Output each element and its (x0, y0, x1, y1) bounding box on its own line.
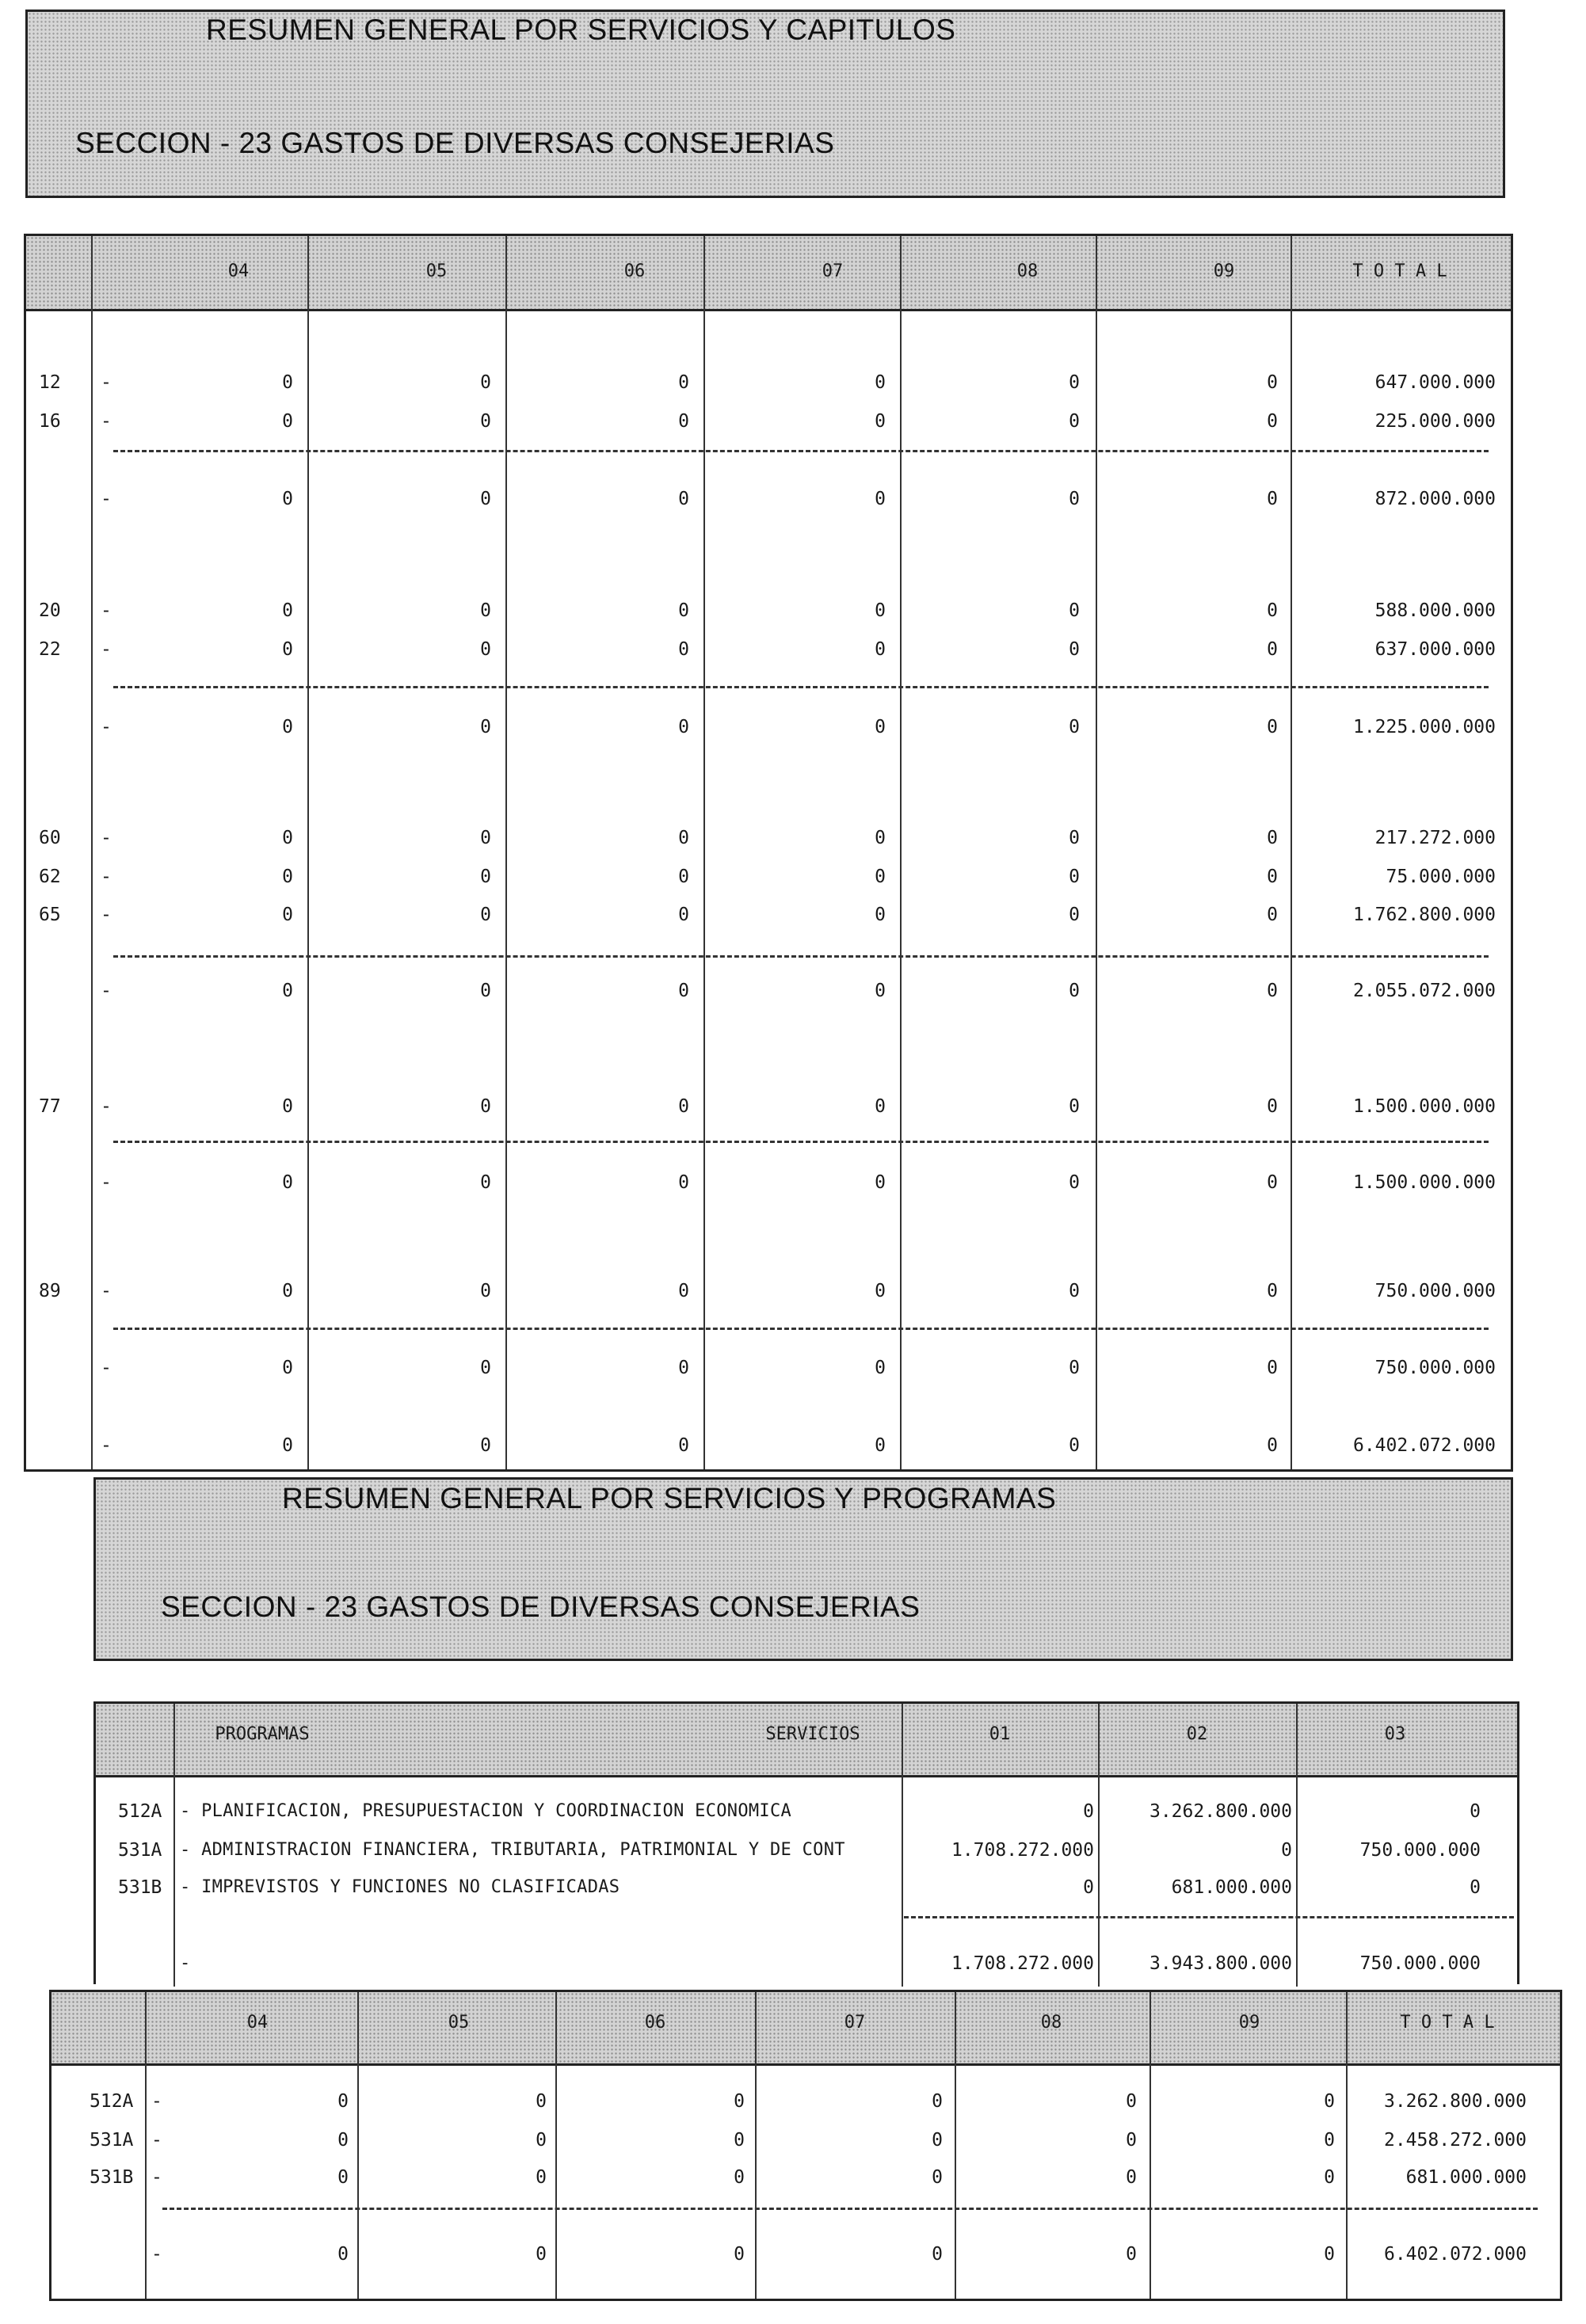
cell-value: 1.708.272.000 (951, 1840, 1094, 1861)
cell-value: 0 (875, 1281, 886, 1301)
cell-value: 0 (875, 639, 886, 660)
row-dash: - (101, 981, 112, 1001)
cell-value: 0 (1126, 2167, 1137, 2188)
cell-value: 0 (1069, 867, 1080, 887)
column-divider (1098, 1704, 1100, 1987)
cell-value: 0 (1126, 2244, 1137, 2265)
cell-value: 1.500.000.000 (1352, 1096, 1496, 1117)
column-header: 09 (1213, 261, 1235, 281)
row-dash: - (151, 2130, 162, 2151)
cell-value: 3.943.800.000 (1149, 1953, 1292, 1974)
cell-value: 0 (480, 905, 491, 925)
row-dash: - (151, 2167, 162, 2188)
cell-value: 681.000.000 (1405, 2167, 1527, 2188)
cell-value: 0 (282, 981, 293, 1001)
cell-value: 0 (536, 2244, 547, 2265)
cell-value: 0 (282, 1096, 293, 1117)
cell-value: 0 (678, 828, 689, 848)
cell-value: 0 (932, 2167, 943, 2188)
cell-value: 0 (1069, 372, 1080, 393)
cell-value: 0 (282, 867, 293, 887)
column-divider (145, 1992, 147, 2299)
row-label: 62 (39, 867, 61, 887)
cell-value: 0 (678, 600, 689, 621)
row-label: 531B (90, 2167, 134, 2188)
column-divider (1296, 1704, 1298, 1987)
cell-value: 0 (1267, 639, 1278, 660)
cell-value: 0 (1069, 489, 1080, 509)
chapters-summary-banner (25, 10, 1505, 198)
cell-value: 1.500.000.000 (1352, 1172, 1496, 1193)
cell-value: 0 (1126, 2130, 1137, 2151)
cell-value: 1.708.272.000 (951, 1953, 1094, 1974)
cell-value: 0 (875, 600, 886, 621)
cell-value: 0 (282, 1435, 293, 1456)
program-code: 512A (118, 1801, 162, 1822)
row-dash: - (101, 717, 112, 737)
column-divider (307, 236, 309, 1469)
cell-value: 588.000.000 (1374, 600, 1496, 621)
row-label: 512A (90, 2091, 134, 2112)
row-label: 60 (39, 828, 61, 848)
subtotal-separator (113, 955, 1489, 958)
column-header: 01 (989, 1724, 1011, 1744)
cell-value: 750.000.000 (1374, 1281, 1496, 1301)
row-dash: - (101, 639, 112, 660)
cell-value: 0 (536, 2091, 547, 2112)
cell-value: 0 (1267, 600, 1278, 621)
cell-value: 2.458.272.000 (1383, 2130, 1527, 2151)
cell-value: 0 (1324, 2167, 1335, 2188)
program-code: 531B (118, 1877, 162, 1898)
chapters-summary-title: RESUMEN GENERAL POR SERVICIOS Y CAPITULOS (206, 13, 956, 46)
cell-value: 0 (480, 1281, 491, 1301)
cell-value: 0 (282, 639, 293, 660)
cell-value: 0 (1267, 372, 1278, 393)
chapters-table (24, 234, 1513, 1472)
cell-value: 6.402.072.000 (1383, 2244, 1527, 2265)
program-name: - ADMINISTRACION FINANCIERA, TRIBUTARIA, PATRIMONIAL Y DE CONT (180, 1840, 845, 1860)
column-header: 06 (644, 2013, 666, 2033)
cell-value: 647.000.000 (1374, 372, 1496, 393)
cell-value: 6.402.072.000 (1352, 1435, 1496, 1456)
row-label: 89 (39, 1281, 61, 1301)
column-divider (1096, 236, 1097, 1469)
cell-value: 0 (480, 828, 491, 848)
cell-value: 0 (1069, 1096, 1080, 1117)
cell-value: 0 (932, 2244, 943, 2265)
row-dash: - (101, 828, 112, 848)
row-dash: - (101, 1172, 112, 1193)
cell-value: 0 (678, 981, 689, 1001)
cell-value: 1.762.800.000 (1352, 905, 1496, 925)
column-header: 08 (1040, 2013, 1062, 2033)
column-header: 05 (425, 261, 448, 281)
cell-value: 2.055.072.000 (1352, 981, 1496, 1001)
cell-value: 0 (480, 1358, 491, 1378)
cell-value: 750.000.000 (1359, 1953, 1481, 1974)
row-label: 16 (39, 411, 61, 432)
column-header: 05 (448, 2013, 470, 2033)
programs-section-label: SECCION - 23 GASTOS DE DIVERSAS CONSEJERIAS (161, 1591, 921, 1623)
cell-value: 0 (282, 828, 293, 848)
cell-value: 0 (678, 372, 689, 393)
cell-value: 0 (734, 2091, 745, 2112)
cell-value: 637.000.000 (1374, 639, 1496, 660)
column-divider (703, 236, 705, 1469)
chapters-section-label: SECCION - 23 GASTOS DE DIVERSAS CONSEJERIAS (75, 127, 835, 159)
cell-value: 0 (1267, 489, 1278, 509)
cell-value: 0 (1069, 411, 1080, 432)
program-name: - IMPREVISTOS Y FUNCIONES NO CLASIFICADAS (180, 1877, 620, 1897)
cell-value: 0 (282, 411, 293, 432)
cell-value: 0 (1324, 2244, 1335, 2265)
cell-value: 872.000.000 (1374, 489, 1496, 509)
cell-value: 0 (1083, 1801, 1094, 1822)
row-label: 12 (39, 372, 61, 393)
cell-value: 0 (1069, 600, 1080, 621)
programs-services-table (93, 1701, 1519, 1984)
column-header: 04 (246, 2013, 269, 2033)
row-dash: - (101, 600, 112, 621)
cell-value: 0 (1069, 639, 1080, 660)
row-dash: - (101, 411, 112, 432)
subtotal-separator (113, 686, 1489, 688)
cell-value: 0 (1267, 867, 1278, 887)
cell-value: 0 (1281, 1840, 1292, 1861)
column-header: 04 (227, 261, 250, 281)
cell-value: 225.000.000 (1374, 411, 1496, 432)
row-label: 77 (39, 1096, 61, 1117)
cell-value: 0 (282, 372, 293, 393)
programs-chapters-header (51, 1992, 1560, 2066)
cell-value: 0 (480, 372, 491, 393)
cell-value: 0 (734, 2130, 745, 2151)
cell-value: 0 (875, 372, 886, 393)
cell-value: 3.262.800.000 (1149, 1801, 1292, 1822)
cell-value: 0 (480, 981, 491, 1001)
cell-value: 0 (480, 1172, 491, 1193)
cell-value: 0 (480, 867, 491, 887)
row-dash: - (101, 867, 112, 887)
subtotal-separator (904, 1916, 1514, 1918)
programs-summary-banner (93, 1477, 1513, 1661)
column-divider (357, 1992, 359, 2299)
cell-value: 0 (337, 2130, 349, 2151)
row-dash: - (101, 1358, 112, 1378)
program-name: - PLANIFICACION, PRESUPUESTACION Y COORDINACION ECONOMICA (180, 1801, 792, 1821)
cell-value: 0 (1267, 1281, 1278, 1301)
cell-value: 0 (1069, 1281, 1080, 1301)
cell-value: 0 (282, 489, 293, 509)
cell-value: 0 (678, 905, 689, 925)
cell-value: 0 (1267, 1096, 1278, 1117)
cell-value: 0 (337, 2091, 349, 2112)
cell-value: 0 (678, 1096, 689, 1117)
column-divider (505, 236, 507, 1469)
row-label: 22 (39, 639, 61, 660)
cell-value: 0 (678, 1435, 689, 1456)
cell-value: 0 (282, 1172, 293, 1193)
row-dash: - (101, 372, 112, 393)
cell-value: 0 (1069, 1435, 1080, 1456)
cell-value: 0 (678, 639, 689, 660)
cell-value: 0 (875, 867, 886, 887)
column-divider (900, 236, 902, 1469)
cell-value: 0 (282, 600, 293, 621)
subtotal-separator (113, 1141, 1489, 1143)
column-header: 07 (844, 2013, 866, 2033)
cell-value: 3.262.800.000 (1383, 2091, 1527, 2112)
subtotal-separator (113, 1328, 1489, 1330)
cell-value: 0 (734, 2167, 745, 2188)
column-divider (1346, 1992, 1348, 2299)
cell-value: 0 (1069, 717, 1080, 737)
column-divider (1149, 1992, 1151, 2299)
column-divider (1291, 236, 1292, 1469)
column-divider (902, 1704, 903, 1987)
cell-value: 681.000.000 (1171, 1877, 1292, 1898)
column-divider (555, 1992, 557, 2299)
cell-value: 0 (282, 1281, 293, 1301)
row-dash: - (101, 1096, 112, 1117)
cell-value: 0 (1470, 1801, 1481, 1822)
cell-value: 0 (1069, 905, 1080, 925)
cell-value: 0 (1267, 411, 1278, 432)
cell-value: 0 (1069, 1172, 1080, 1193)
cell-value: 0 (337, 2167, 349, 2188)
cell-value: 0 (480, 717, 491, 737)
cell-value: 0 (1267, 717, 1278, 737)
row-dash: - (101, 905, 112, 925)
cell-value: 0 (1324, 2091, 1335, 2112)
column-divider (173, 1704, 175, 1987)
cell-value: 75.000.000 (1386, 867, 1496, 887)
cell-value: 0 (678, 717, 689, 737)
cell-value: 0 (875, 1096, 886, 1117)
cell-value: 0 (875, 1435, 886, 1456)
cell-value: 0 (1267, 1358, 1278, 1378)
cell-value: 0 (875, 905, 886, 925)
column-header: 07 (822, 261, 844, 281)
programs-chapters-table (49, 1990, 1562, 2301)
cell-value: 750.000.000 (1359, 1840, 1481, 1861)
column-divider (955, 1992, 956, 2299)
cell-value: 0 (480, 1435, 491, 1456)
cell-value: 0 (480, 411, 491, 432)
cell-value: 0 (1069, 981, 1080, 1001)
cell-value: 0 (678, 1358, 689, 1378)
cell-value: 0 (875, 981, 886, 1001)
row-dash: - (101, 489, 112, 509)
cell-value: 0 (1126, 2091, 1137, 2112)
cell-value: 0 (536, 2130, 547, 2151)
cell-value: 0 (678, 1172, 689, 1193)
column-header: 02 (1186, 1724, 1208, 1744)
row-dash: - (151, 2244, 162, 2265)
cell-value: 0 (337, 2244, 349, 2265)
cell-value: 0 (282, 905, 293, 925)
cell-value: 0 (536, 2167, 547, 2188)
row-label: 65 (39, 905, 61, 925)
cell-value: 0 (1267, 981, 1278, 1001)
cell-value: 0 (678, 489, 689, 509)
cell-value: 0 (282, 717, 293, 737)
cell-value: 0 (678, 1281, 689, 1301)
cell-value: 0 (875, 411, 886, 432)
cell-value: 0 (480, 600, 491, 621)
cell-value: 0 (1267, 1435, 1278, 1456)
program-code: 531A (118, 1840, 162, 1861)
column-header: 09 (1238, 2013, 1260, 2033)
cell-value: 0 (1267, 828, 1278, 848)
column-header: T O T A L (1400, 2013, 1495, 2033)
cell-value: 0 (875, 717, 886, 737)
row-label: 531A (90, 2130, 134, 2151)
programs-header: PROGRAMAS (215, 1724, 310, 1744)
column-header: 03 (1384, 1724, 1406, 1744)
cell-value: 217.272.000 (1374, 828, 1496, 848)
cell-value: 0 (932, 2091, 943, 2112)
cell-value: 0 (1083, 1877, 1094, 1898)
cell-value: 0 (932, 2130, 943, 2151)
subtotal-separator (113, 450, 1489, 452)
cell-value: 0 (1267, 905, 1278, 925)
cell-value: 0 (875, 1172, 886, 1193)
cell-value: 0 (734, 2244, 745, 2265)
cell-value: 750.000.000 (1374, 1358, 1496, 1378)
cell-value: 1.225.000.000 (1352, 717, 1496, 737)
cell-value: 0 (282, 1358, 293, 1378)
programs-summary-title: RESUMEN GENERAL POR SERVICIOS Y PROGRAMAS (282, 1482, 1057, 1514)
cell-value: 0 (678, 411, 689, 432)
cell-value: 0 (1069, 828, 1080, 848)
subtotal-separator (162, 2208, 1538, 2210)
column-header: 08 (1016, 261, 1039, 281)
row-dash: - (101, 1435, 112, 1456)
cell-value: 0 (678, 867, 689, 887)
cell-value: 0 (1324, 2130, 1335, 2151)
row-dash: - (151, 2091, 162, 2112)
row-label: 20 (39, 600, 61, 621)
row-dash: - (101, 1281, 112, 1301)
cell-value: 0 (480, 639, 491, 660)
column-header: T O T A L (1352, 261, 1447, 281)
column-header: 06 (623, 261, 646, 281)
column-divider (755, 1992, 757, 2299)
cell-value: 0 (875, 828, 886, 848)
cell-value: 0 (875, 489, 886, 509)
program-name: - (180, 1953, 191, 1973)
services-header: SERVICIOS (765, 1724, 860, 1744)
cell-value: 0 (1069, 1358, 1080, 1378)
cell-value: 0 (1470, 1877, 1481, 1898)
cell-value: 0 (480, 489, 491, 509)
cell-value: 0 (875, 1358, 886, 1378)
cell-value: 0 (480, 1096, 491, 1117)
column-divider (91, 236, 93, 1469)
cell-value: 0 (1267, 1172, 1278, 1193)
